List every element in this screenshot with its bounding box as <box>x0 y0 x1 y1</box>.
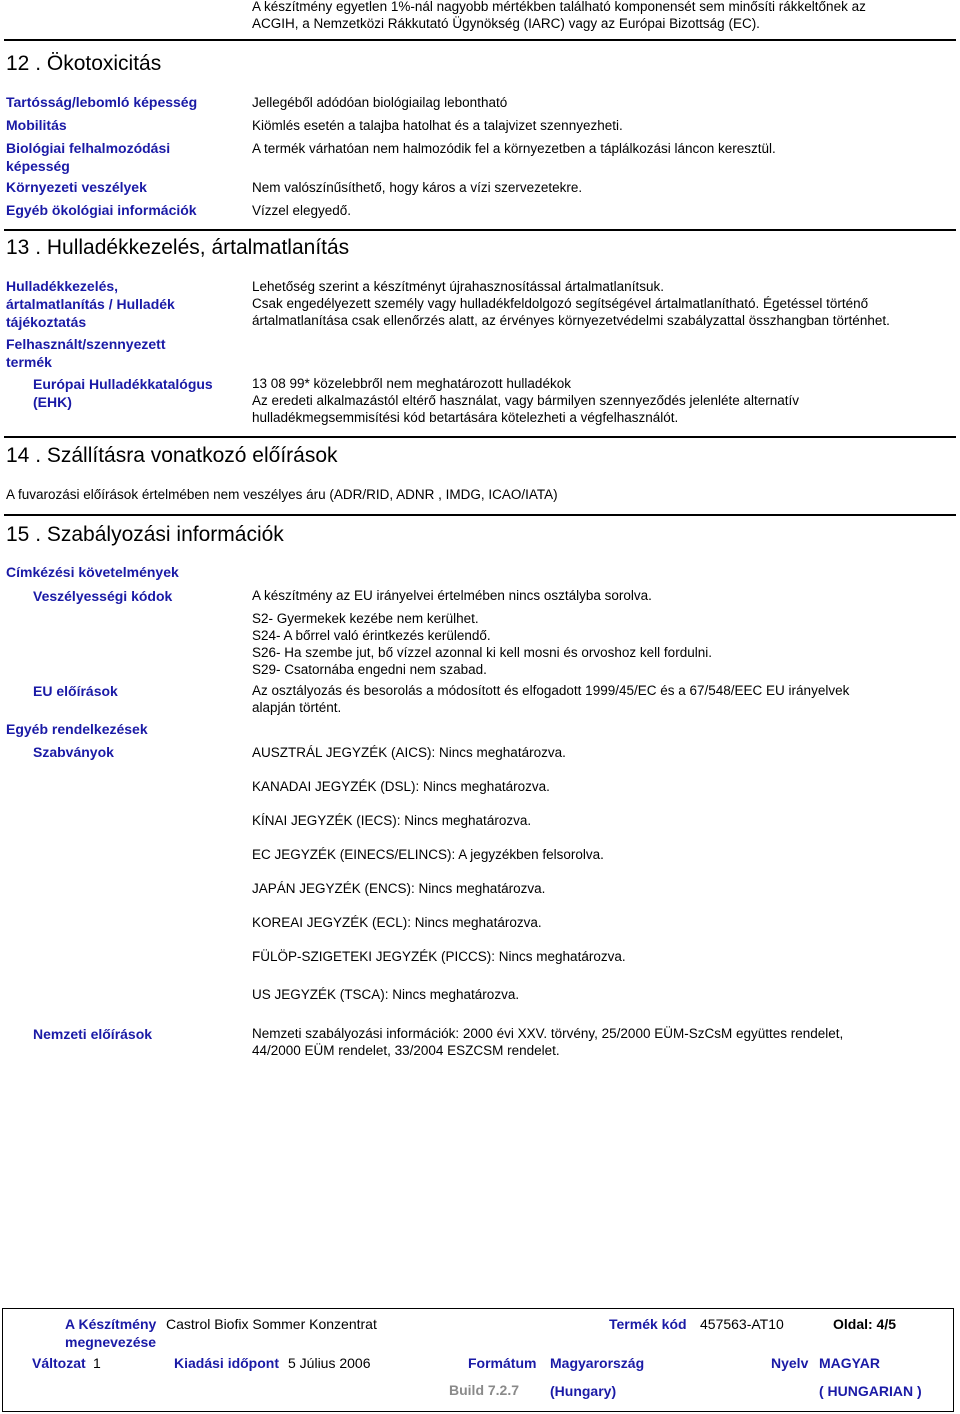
issue-date-label: Kiadási időpont <box>174 1355 279 1371</box>
inventory-item: KOREAI JEGYZÉK (ECL): Nincs meghatározva. <box>252 915 542 930</box>
s-phrase: S2- Gyermekek kezébe nem kerülhet. <box>252 611 479 626</box>
bioaccumulation-value: A termék várhatóan nem halmozódik fel a környezetben a táplálkozási láncon keresztül. <box>252 141 776 156</box>
product-name-label-line-1: A Készítmény <box>65 1316 157 1332</box>
product-name-label-line-2: megnevezése <box>65 1334 157 1350</box>
divider <box>4 39 956 41</box>
ewc-label-line-2: (EHK) <box>33 394 72 410</box>
divider <box>4 436 956 438</box>
section-15-title: 15 . Szabályozási információk <box>6 523 284 546</box>
national-regulations-label: Nemzeti előírások <box>33 1026 153 1042</box>
s-phrase: S29- Csatornába engedni nem szabad. <box>252 662 487 677</box>
inventory-item: AUSZTRÁL JEGYZÉK (AICS): Nincs meghatározva. <box>252 745 566 760</box>
environmental-hazards-label: Környezeti veszélyek <box>6 179 147 195</box>
eu-regulations-value-line-1: Az osztályozás és besorolás a módosított és elfogadott 1999/45/EC és a 67/548/EEC EU irányelvek <box>252 683 850 698</box>
s-phrase: S24- A bőrrel való érintkezés kerülendő. <box>252 628 491 643</box>
waste-label-line-3: tájékoztatás <box>6 314 87 330</box>
inventory-item: JAPÁN JEGYZÉK (ENCS): Nincs meghatározva. <box>252 881 546 896</box>
section-12-title: 12 . Ökotoxicitás <box>6 52 162 75</box>
divider <box>4 514 956 516</box>
divider <box>4 229 956 231</box>
bioaccumulation-label-line-1: Biológiai felhalmozódási <box>6 140 171 156</box>
language-value: MAGYAR <box>819 1355 880 1371</box>
mobility-value: Kiömlés esetén a talajba hatolhat és a talajvizet szennyezheti. <box>252 118 623 133</box>
mobility-label: Mobilitás <box>6 117 67 133</box>
top-note-line-1: A készítmény egyetlen 1%-nál nagyobb mértékben található komponensét sem minősíti rákkeltőnek az <box>252 0 866 14</box>
ewc-value-line-3: hulladékmegsemmisítési kód betartására kötelezheti a végfelhasználót. <box>252 410 679 425</box>
format-label: Formátum <box>468 1355 537 1371</box>
national-regulations-value-line-2: 44/2000 EÜM rendelet, 33/2004 ESZCSM rendelet. <box>252 1043 560 1058</box>
issue-date-value: 5 Július 2006 <box>288 1355 371 1371</box>
waste-label-line-1: Hulladékkezelés, <box>6 278 119 294</box>
waste-value-line-2: Csak engedélyezett személy vagy hulladékfeldolgozó segítségével ártalmatlanítható. Égetéssel történő <box>252 296 869 311</box>
product-name-value: Castrol Biofix Sommer Konzentrat <box>166 1316 377 1332</box>
ewc-value-line-2: Az eredeti alkalmazástól eltérő használat, vagy bármilyen szennyeződés jelenléte alternatív <box>252 393 800 408</box>
eu-regulations-value-line-2: alapján történt. <box>252 700 342 715</box>
inventory-item: FÜLÖP-SZIGETEKI JEGYZÉK (PICCS): Nincs meghatározva. <box>252 949 626 964</box>
version-value: 1 <box>93 1355 101 1371</box>
eu-regulations-label: EU előírások <box>33 683 118 699</box>
persistence-value: Jellegéből adódóan biológiailag lebontható <box>252 95 508 110</box>
standards-label: Szabványok <box>33 744 114 760</box>
inventory-item: KÍNAI JEGYZÉK (IECS): Nincs meghatározva. <box>252 813 532 828</box>
environmental-hazards-value: Nem valószínűsíthető, hogy káros a vízi szervezetekre. <box>252 180 583 195</box>
section-14-title: 14 . Szállításra vonatkozó előírások <box>6 444 338 467</box>
ewc-value-line-1: 13 08 99* közelebbről nem meghatározott hulladékok <box>252 376 571 391</box>
format-value-english: (Hungary) <box>550 1383 617 1399</box>
inventory-item: US JEGYZÉK (TSCA): Nincs meghatározva. <box>252 987 520 1002</box>
language-label: Nyelv <box>771 1355 809 1371</box>
used-product-label-line-1: Felhasznált/szennyezett <box>6 336 166 352</box>
ewc-label-line-1: Európai Hulladékkatalógus <box>33 376 213 392</box>
other-provisions-label: Egyéb rendelkezések <box>6 721 148 737</box>
page-number: Oldal: 4/5 <box>833 1316 897 1332</box>
national-regulations-value-line-1: Nemzeti szabályozási információk: 2000 évi XXV. törvény, 25/2000 EÜM-SzCsM együttes rendelet, <box>252 1026 844 1041</box>
hazard-codes-label: Veszélyességi kódok <box>33 588 173 604</box>
section-13-title: 13 . Hulladékkezelés, ártalmatlanítás <box>6 236 350 259</box>
product-code-label: Termék kód <box>609 1316 687 1332</box>
inventory-item: KANADAI JEGYZÉK (DSL): Nincs meghatározva. <box>252 779 550 794</box>
waste-label-line-2: ártalmatlanítás / Hulladék <box>6 296 175 312</box>
hazard-codes-value: A készítmény az EU irányelvei értelmében nincs osztályba sorolva. <box>252 588 652 603</box>
s-phrase: S26- Ha szembe jut, bő vízzel azonnal ki kell mosni és orvoshoz kell fordulni. <box>252 645 712 660</box>
bioaccumulation-label-line-2: képesség <box>6 158 70 174</box>
format-value: Magyarország <box>550 1355 645 1371</box>
other-ecological-label: Egyéb ökológiai információk <box>6 202 197 218</box>
build-number: Build 7.2.7 <box>449 1382 520 1398</box>
used-product-label-line-2: termék <box>6 354 52 370</box>
labeling-requirements-label: Címkézési követelmények <box>6 564 179 580</box>
version-label: Változat <box>32 1355 86 1371</box>
inventory-item: EC JEGYZÉK (EINECS/ELINCS): A jegyzékben felsorolva. <box>252 847 604 862</box>
transport-text: A fuvarozási előírások értelmében nem veszélyes áru (ADR/RID, ADNR , IMDG, ICAO/IATA) <box>6 487 558 502</box>
product-code-value: 457563-AT10 <box>700 1316 784 1332</box>
other-ecological-value: Vízzel elegyedő. <box>252 203 352 218</box>
language-value-english: ( HUNGARIAN ) <box>819 1383 922 1399</box>
waste-value-line-3: ártalmatlanítása csak ellenőrzés alatt, az érvényes környezetvédelmi szabályzattal összhangban történhet. <box>252 313 890 328</box>
top-note-line-2: ACGIH, a Nemzetközi Rákkutató Ügynökség (IARC) vagy az Európai Bizottság (EC). <box>252 16 760 31</box>
waste-value-line-1: Lehetőség szerint a készítményt újrahasznosítással ártalmatlanítsuk. <box>252 279 664 294</box>
persistence-label: Tartósság/lebomló képesség <box>6 94 198 110</box>
